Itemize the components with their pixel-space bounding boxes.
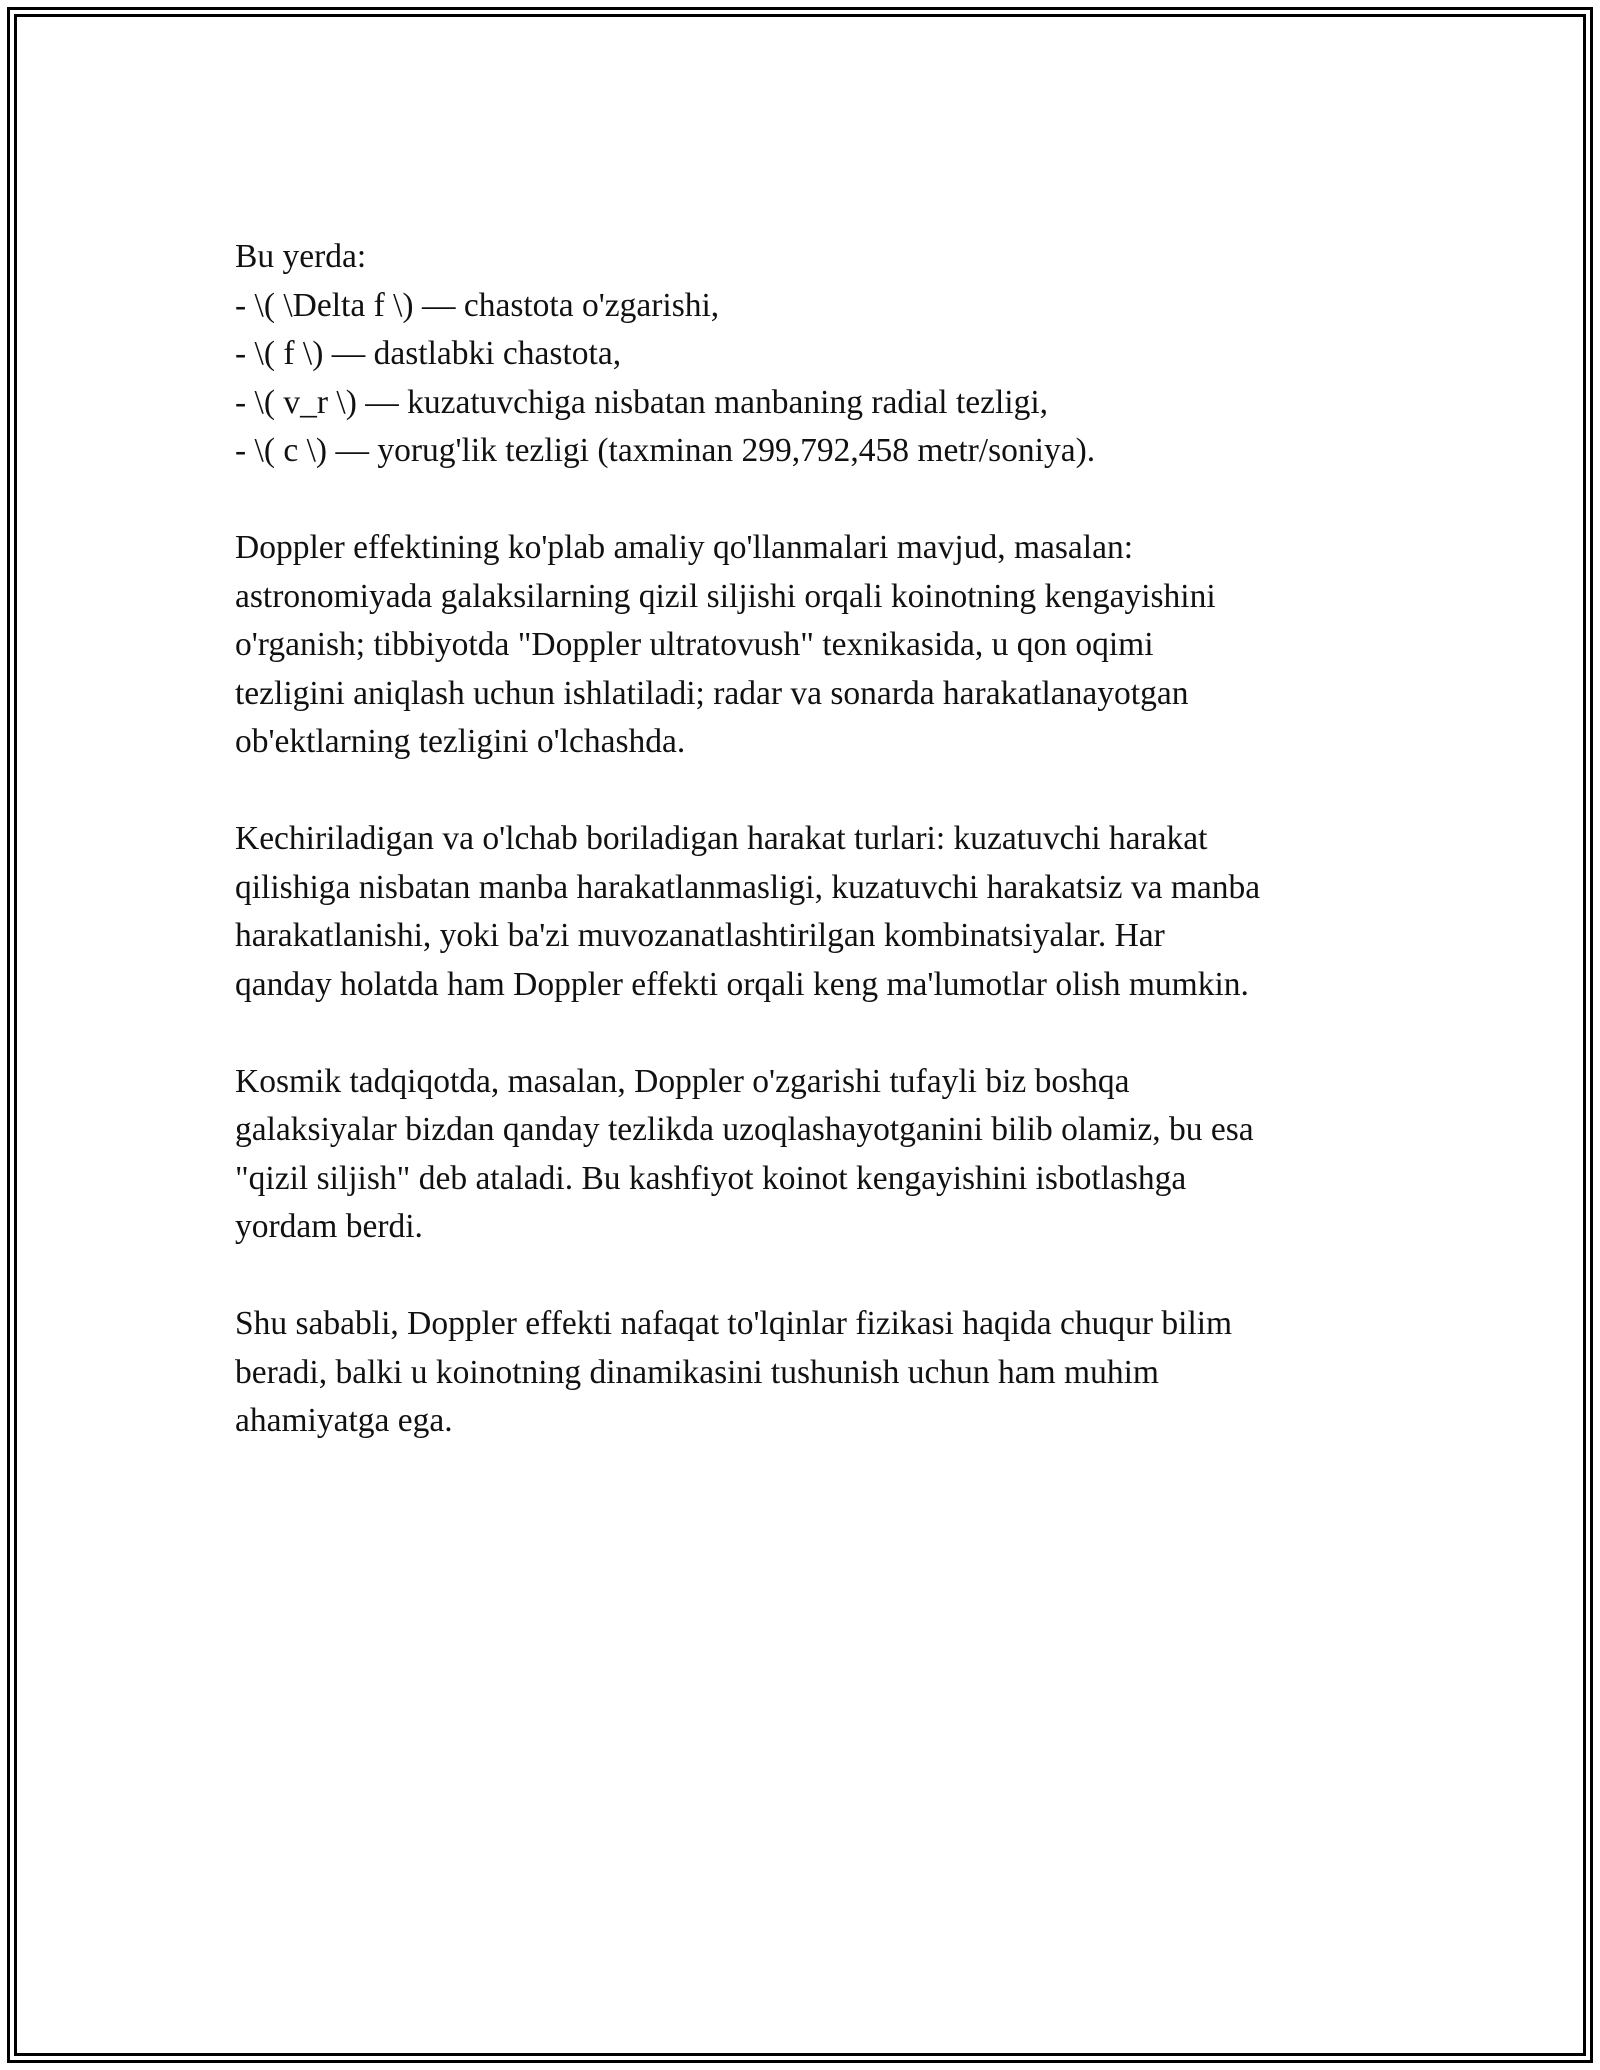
document-body (235, 233, 1375, 1494)
text-line: "qizil siljish" deb ataladi. Bu kashfiyot koinot kengayishini isbotlashga (235, 1159, 1187, 1197)
definition-item: - \( c \) — yorug'lik tezligi (taxminan 299,792,458 metr/soniya). (235, 432, 1096, 469)
text-line: beradi, balki u koinotning dinamikasini tushunish uchun ham muhim (235, 1353, 1159, 1391)
text-line: qilishiga nisbatan manba harakatlanmasligi, kuzatuvchi harakatsiz va manba (235, 868, 1261, 906)
definitions-block (235, 233, 1375, 476)
text-line: Shu sababli, Doppler effekti nafaqat to'lqinlar fizikasi haqida chuqur bilim (235, 1305, 1233, 1342)
paragraph-space-research (235, 1058, 1375, 1252)
definitions-heading: Bu yerda: (235, 238, 367, 275)
text-line: ob'ektlarning tezligini o'lchashda. (235, 723, 686, 760)
text-line: o'rganish; tibbiyotda "Doppler ultratovush" texnikasida, u qon oqimi (235, 626, 1154, 663)
definition-item: - \( \Delta f \) — chastota o'zgarishi, (235, 286, 720, 324)
text-line: harakatlanishi, yoki ba'zi muvozanatlashtirilgan kombinatsiyalar. Har (235, 917, 1165, 954)
text-line: qanday holatda ham Doppler effekti orqali keng ma'lumotlar olish mumkin. (235, 965, 1249, 1003)
text-line: tezligini aniqlash uchun ishlatiladi; radar va sonarda harakatlanayotgan (235, 674, 1189, 712)
paragraph-applications (235, 524, 1375, 767)
text-line: Doppler effektining ko'plab amaliy qo'llanmalari mavjud, masalan: (235, 529, 1134, 566)
text-line: astronomiyada galaksilarning qizil siljishi orqali koinotning kengayishini (235, 577, 1216, 615)
paragraph-conclusion (235, 1300, 1375, 1446)
text-line: ahamiyatga ega. (235, 1402, 453, 1439)
paragraph-motion-types (235, 815, 1375, 1009)
definition-item: - \( f \) — dastlabki chastota, (235, 335, 622, 372)
text-line: galaksiyalar bizdan qanday tezlikda uzoqlashayotganini bilib olamiz, bu esa (235, 1111, 1254, 1148)
text-line: Kosmik tadqiqotda, masalan, Doppler o'zgarishi tufayli biz boshqa (235, 1062, 1130, 1100)
definition-item: - \( v_r \) — kuzatuvchiga nisbatan manbaning radial tezligi, (235, 383, 1049, 421)
text-line: yordam berdi. (235, 1208, 423, 1245)
text-line: Kechiriladigan va o'lchab boriladigan harakat turlari: kuzatuvchi harakat (235, 820, 1208, 857)
